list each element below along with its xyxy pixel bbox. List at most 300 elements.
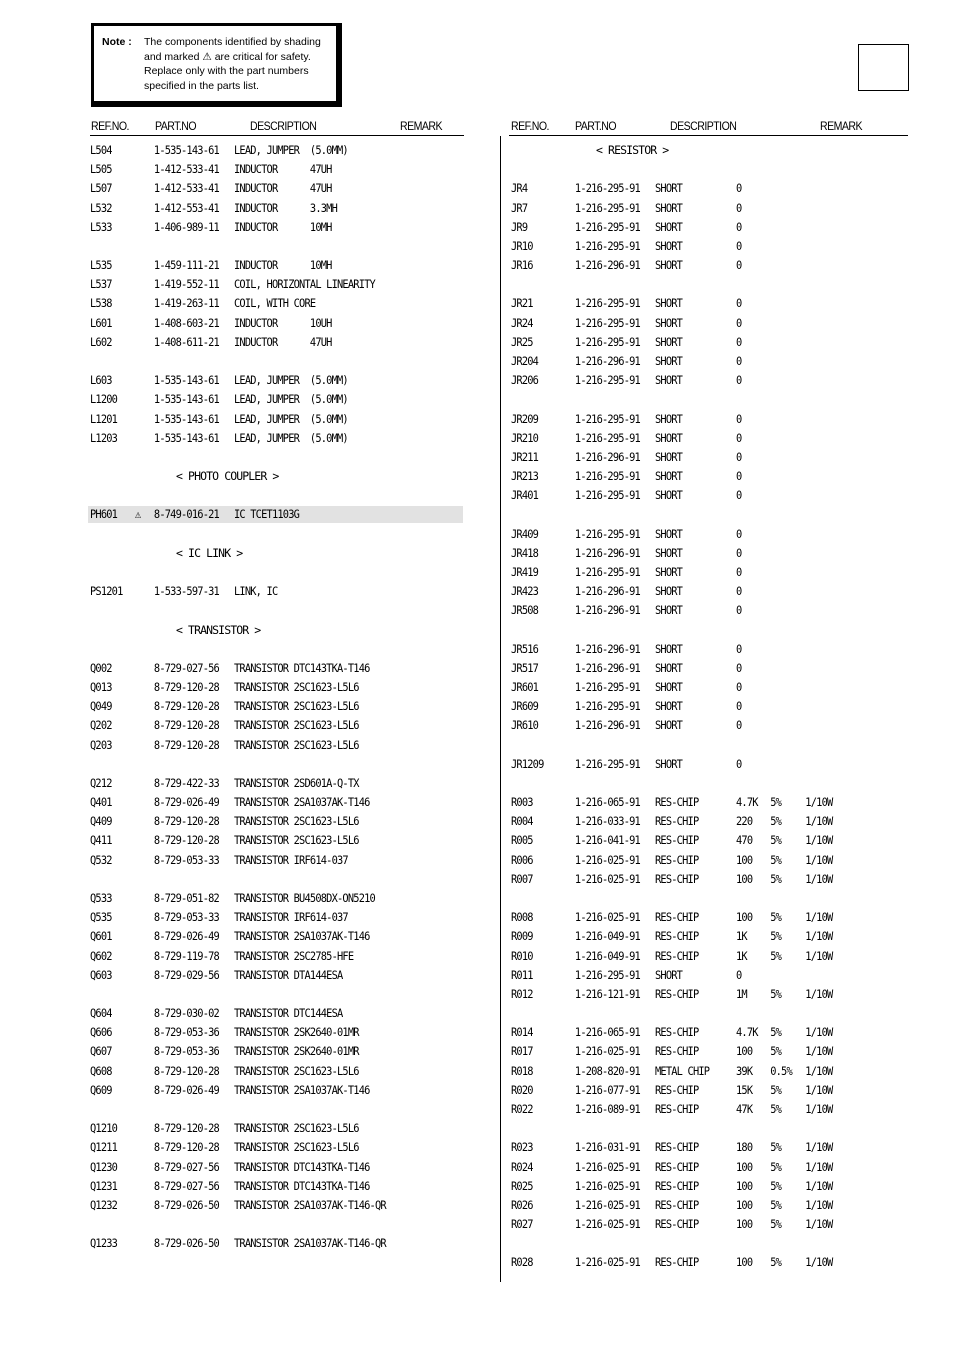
table-row xyxy=(511,1179,871,1197)
left-header-ref-no: REF.NO. xyxy=(91,119,129,133)
ref-no-cell: R008 xyxy=(511,910,533,925)
right-header-description: DESCRIPTION xyxy=(670,119,737,133)
table-row xyxy=(90,584,450,602)
table-row xyxy=(511,699,871,717)
table-row xyxy=(511,296,871,314)
ref-no-cell: L538 xyxy=(90,296,112,311)
table-row xyxy=(511,1140,871,1158)
description-cell: COIL, HORIZONTAL LINEARITY xyxy=(234,277,375,292)
ref-no-cell: R011 xyxy=(511,967,533,982)
ref-no-cell: R028 xyxy=(511,1255,533,1270)
part-no-cell: 1-216-089-91 xyxy=(574,1102,640,1116)
description-cell: SHORT xyxy=(655,699,683,714)
value-cell: 0 xyxy=(736,564,742,579)
description-cell: INDUCTOR 10UH xyxy=(234,315,332,330)
part-no-cell: 1-216-295-91 xyxy=(574,967,640,982)
description-cell: SHORT xyxy=(655,756,683,771)
right-header-rule xyxy=(509,135,908,136)
description-cell: TRANSISTOR BU4508DX-ON5210 xyxy=(234,891,375,906)
ref-no-cell: Q607 xyxy=(90,1044,112,1059)
table-row xyxy=(511,546,871,564)
ref-no-cell: JR10 xyxy=(511,238,533,253)
power-cell: 1/10W xyxy=(805,1197,833,1212)
power-cell: 1/10W xyxy=(805,1102,833,1116)
description-cell: TRANSISTOR 2SC1623-L5L6 xyxy=(234,718,359,733)
description-cell: SHORT xyxy=(655,469,683,484)
ref-no-cell: R027 xyxy=(511,1217,533,1232)
part-no-cell: 8-729-053-33 xyxy=(153,852,219,867)
table-row xyxy=(90,929,450,947)
description-cell: SHORT xyxy=(655,584,683,599)
tolerance-cell: 5% xyxy=(770,948,782,963)
part-no-cell: 1-216-025-91 xyxy=(574,910,640,925)
description-cell: TRANSISTOR 2SC1623-L5L6 xyxy=(234,680,359,695)
description-cell: TRANSISTOR 2SK2640-01MR xyxy=(234,1025,359,1040)
value-cell: 0 xyxy=(736,296,742,311)
part-no-cell: 8-729-026-49 xyxy=(153,1082,219,1097)
table-row xyxy=(90,201,450,219)
ref-no-cell: Q601 xyxy=(90,929,112,944)
power-cell: 1/10W xyxy=(805,986,833,1001)
tolerance-cell: 5% xyxy=(770,852,782,867)
table-row xyxy=(90,1140,450,1158)
description-cell: TRANSISTOR DTC143TKA-T146 xyxy=(234,1159,370,1174)
part-no-cell: 1-216-295-91 xyxy=(574,488,640,503)
part-no-cell: 1-216-296-91 xyxy=(574,353,640,368)
part-no-cell: 1-216-296-91 xyxy=(574,603,640,618)
description-cell: SHORT xyxy=(655,411,683,426)
ref-no-cell: L1201 xyxy=(90,411,118,426)
table-row xyxy=(90,373,450,391)
table-row xyxy=(511,929,871,947)
description-cell: METAL CHIP xyxy=(655,1063,710,1078)
description-cell: SHORT xyxy=(655,564,683,579)
description-cell: SHORT xyxy=(655,660,683,675)
description-cell: RES-CHIP xyxy=(655,1197,699,1212)
ref-no-cell: Q203 xyxy=(90,737,112,752)
ref-no-cell: Q1233 xyxy=(90,1236,118,1251)
tolerance-cell: 5% xyxy=(770,1044,782,1059)
description-cell: TRANSISTOR 2SC1623-L5L6 xyxy=(234,814,359,829)
ref-no-cell: JR25 xyxy=(511,334,533,349)
ref-no-cell: JR21 xyxy=(511,296,533,311)
table-row xyxy=(90,1006,450,1024)
value-cell: 0 xyxy=(736,258,742,273)
table-row xyxy=(90,431,450,449)
table-row xyxy=(90,335,450,353)
part-no-cell: 1-216-025-91 xyxy=(574,1044,640,1059)
table-row xyxy=(90,1044,450,1062)
ref-no-cell: L535 xyxy=(90,258,112,273)
table-row xyxy=(511,642,871,660)
part-no-cell: 1-408-611-21 xyxy=(153,334,219,349)
tolerance-cell: 5% xyxy=(770,1025,782,1040)
table-row xyxy=(511,450,871,468)
part-no-cell: 8-729-027-56 xyxy=(153,1159,219,1174)
value-cell: 100 xyxy=(736,1217,753,1232)
ref-no-cell: Q401 xyxy=(90,795,112,810)
table-row xyxy=(511,1025,871,1043)
ref-no-cell: JR204 xyxy=(511,353,539,368)
table-row xyxy=(511,220,871,238)
description-cell: TRANSISTOR 2SA1037AK-T146 xyxy=(234,929,370,944)
part-no-cell: 8-729-120-28 xyxy=(153,737,219,752)
description-cell: INDUCTOR 47UH xyxy=(234,181,332,196)
description-cell: SHORT xyxy=(655,526,683,541)
tolerance-cell: 5% xyxy=(770,1217,782,1232)
description-cell: LEAD, JUMPER (5.0MM) xyxy=(234,143,348,157)
safety-note-box xyxy=(91,23,342,107)
description-cell: SHORT xyxy=(655,373,683,388)
part-no-cell: 1-533-597-31 xyxy=(153,584,219,599)
part-no-cell: 1-216-295-91 xyxy=(574,430,640,445)
table-row xyxy=(511,949,871,967)
ref-no-cell: JR401 xyxy=(511,488,539,503)
part-no-cell: 8-729-027-56 xyxy=(153,1178,219,1193)
ref-no-cell: JR516 xyxy=(511,641,539,656)
right-header-part-no: PART.NO xyxy=(575,119,617,133)
value-cell: 0 xyxy=(736,353,742,368)
value-cell: 39K xyxy=(736,1063,753,1078)
part-no-cell: 8-729-026-49 xyxy=(153,929,219,944)
part-no-cell: 8-729-120-28 xyxy=(153,1063,219,1078)
description-cell: INDUCTOR 10MH xyxy=(234,219,332,234)
part-no-cell: 1-535-143-61 xyxy=(153,373,219,388)
part-no-cell: 1-216-031-91 xyxy=(574,1140,640,1155)
description-cell: INDUCTOR 3.3MH xyxy=(234,200,338,215)
section-heading: < RESISTOR > xyxy=(596,143,669,157)
part-no-cell: 1-216-296-91 xyxy=(574,584,640,599)
value-cell: 0 xyxy=(736,603,742,618)
ref-no-cell: L603 xyxy=(90,373,112,388)
description-cell: RES-CHIP xyxy=(655,1178,699,1193)
ref-no-cell: L1203 xyxy=(90,430,118,445)
ref-no-cell: PS1201 xyxy=(90,584,123,599)
table-row xyxy=(511,584,871,602)
table-row xyxy=(511,373,871,391)
ref-no-cell: R007 xyxy=(511,871,533,886)
ref-no-cell: R025 xyxy=(511,1178,533,1193)
description-cell: RES-CHIP xyxy=(655,795,699,810)
value-cell: 0 xyxy=(736,334,742,349)
description-cell: TRANSISTOR 2SC1623-L5L6 xyxy=(234,1140,359,1155)
part-no-cell: 1-216-295-91 xyxy=(574,564,640,579)
part-no-cell: 8-729-053-33 xyxy=(153,910,219,925)
value-cell: 0 xyxy=(736,584,742,599)
part-no-cell: 8-729-422-33 xyxy=(153,775,219,790)
table-row xyxy=(90,1236,450,1254)
value-cell: 0 xyxy=(736,718,742,733)
ref-no-cell: JR210 xyxy=(511,430,539,445)
value-cell: 100 xyxy=(736,1255,753,1270)
ref-no-cell: JR206 xyxy=(511,373,539,388)
table-row xyxy=(511,872,871,890)
description-cell: SHORT xyxy=(655,181,683,196)
value-cell: 100 xyxy=(736,852,753,867)
description-cell: TRANSISTOR 2SC1623-L5L6 xyxy=(234,737,359,752)
power-cell: 1/10W xyxy=(805,795,833,810)
power-cell: 1/10W xyxy=(805,1082,833,1097)
ref-no-cell: JR211 xyxy=(511,449,539,464)
table-row xyxy=(90,258,450,276)
part-no-cell: 1-535-143-61 xyxy=(153,143,219,157)
value-cell: 0 xyxy=(736,488,742,503)
value-cell: 100 xyxy=(736,1159,753,1174)
table-row xyxy=(511,335,871,353)
ref-no-cell: Q1231 xyxy=(90,1178,118,1193)
part-no-cell: 8-729-120-28 xyxy=(153,1121,219,1136)
part-no-cell: 1-535-143-61 xyxy=(153,430,219,445)
part-no-cell: 1-216-025-91 xyxy=(574,1255,640,1270)
table-row xyxy=(511,316,871,334)
power-cell: 1/10W xyxy=(805,1025,833,1040)
description-cell: RES-CHIP xyxy=(655,1217,699,1232)
description-cell: SHORT xyxy=(655,238,683,253)
ref-no-cell: L537 xyxy=(90,277,112,292)
part-no-cell: 1-216-025-91 xyxy=(574,1197,640,1212)
description-cell: RES-CHIP xyxy=(655,833,699,848)
ref-no-cell: JR1209 xyxy=(511,756,544,771)
part-no-cell: 8-729-120-28 xyxy=(153,718,219,733)
ref-no-cell: Q013 xyxy=(90,680,112,695)
part-no-cell: 1-216-296-91 xyxy=(574,545,640,560)
tolerance-cell: 5% xyxy=(770,1178,782,1193)
table-row xyxy=(511,431,871,449)
power-cell: 1/10W xyxy=(805,1063,833,1078)
description-cell: TRANSISTOR 2SA1037AK-T146-QR xyxy=(234,1197,386,1212)
table-row xyxy=(90,891,450,909)
part-no-cell: 8-729-030-02 xyxy=(153,1006,219,1021)
value-cell: 0 xyxy=(736,967,742,982)
tolerance-cell: 5% xyxy=(770,910,782,925)
part-no-cell: 1-216-295-91 xyxy=(574,699,640,714)
part-no-cell: 1-412-553-41 xyxy=(153,200,219,215)
description-cell: TRANSISTOR 2SA1037AK-T146 xyxy=(234,795,370,810)
table-row xyxy=(511,987,871,1005)
table-row xyxy=(511,469,871,487)
ref-no-cell: L507 xyxy=(90,181,112,196)
ref-no-cell: JR24 xyxy=(511,315,533,330)
description-cell: SHORT xyxy=(655,219,683,234)
description-cell: TRANSISTOR IRF614-037 xyxy=(234,852,348,867)
power-cell: 1/10W xyxy=(805,1159,833,1174)
part-no-cell: 8-729-026-50 xyxy=(153,1197,219,1212)
tolerance-cell: 5% xyxy=(770,1255,782,1270)
tolerance-cell: 5% xyxy=(770,1159,782,1174)
description-cell: TRANSISTOR DTC143TKA-T146 xyxy=(234,1178,370,1193)
ref-no-cell: R006 xyxy=(511,852,533,867)
column-divider xyxy=(500,136,501,1282)
table-row xyxy=(90,853,450,871)
description-cell: SHORT xyxy=(655,680,683,695)
part-no-cell: 1-216-025-91 xyxy=(574,1159,640,1174)
part-no-cell: 1-216-296-91 xyxy=(574,258,640,273)
table-row xyxy=(511,833,871,851)
part-no-cell: 1-419-263-11 xyxy=(153,296,219,311)
description-cell: RES-CHIP xyxy=(655,1044,699,1059)
ref-no-cell: Q602 xyxy=(90,948,112,963)
description-cell: LEAD, JUMPER (5.0MM) xyxy=(234,373,348,388)
value-cell: 100 xyxy=(736,1197,753,1212)
table-row xyxy=(90,910,450,928)
value-cell: 1K xyxy=(736,948,747,963)
ref-no-cell: JR610 xyxy=(511,718,539,733)
ref-no-cell: R014 xyxy=(511,1025,533,1040)
description-cell: TRANSISTOR 2SK2640-01MR xyxy=(234,1044,359,1059)
right-header-remark: REMARK xyxy=(820,119,863,133)
description-cell: TRANSISTOR IRF614-037 xyxy=(234,910,348,925)
value-cell: 0 xyxy=(736,200,742,215)
tolerance-cell: 5% xyxy=(770,1082,782,1097)
tolerance-cell: 5% xyxy=(770,1140,782,1155)
table-row xyxy=(511,1255,871,1273)
ref-no-cell: JR7 xyxy=(511,200,528,215)
value-cell: 0 xyxy=(736,660,742,675)
description-cell: SHORT xyxy=(655,641,683,656)
table-row xyxy=(511,258,871,276)
description-cell: RES-CHIP xyxy=(655,852,699,867)
part-no-cell: 1-216-295-91 xyxy=(574,219,640,234)
description-cell: TRANSISTOR 2SC1623-L5L6 xyxy=(234,833,359,848)
part-no-cell: 1-216-295-91 xyxy=(574,411,640,426)
power-cell: 1/10W xyxy=(805,1044,833,1059)
table-row xyxy=(511,680,871,698)
value-cell: 0 xyxy=(736,680,742,695)
description-cell: RES-CHIP xyxy=(655,1082,699,1097)
ref-no-cell: Q049 xyxy=(90,699,112,714)
table-row xyxy=(90,277,450,295)
table-row xyxy=(511,565,871,583)
ref-no-cell: R003 xyxy=(511,795,533,810)
ref-no-cell: JR4 xyxy=(511,181,528,196)
ref-no-cell: L601 xyxy=(90,315,112,330)
part-no-cell: 1-216-295-91 xyxy=(574,181,640,196)
table-row xyxy=(90,392,450,410)
ref-no-cell: Q608 xyxy=(90,1063,112,1078)
part-no-cell: 8-729-120-28 xyxy=(153,814,219,829)
part-no-cell: 1-216-295-91 xyxy=(574,756,640,771)
part-no-cell: 1-216-025-91 xyxy=(574,871,640,886)
power-cell: 1/10W xyxy=(805,814,833,829)
description-cell: RES-CHIP xyxy=(655,1140,699,1155)
part-no-cell: 1-406-989-11 xyxy=(153,219,219,234)
description-cell: SHORT xyxy=(655,603,683,618)
part-no-cell: 1-216-295-91 xyxy=(574,315,640,330)
part-no-cell: 1-216-295-91 xyxy=(574,680,640,695)
description-cell: LEAD, JUMPER (5.0MM) xyxy=(234,392,348,407)
ref-no-cell: Q604 xyxy=(90,1006,112,1021)
table-row xyxy=(90,220,450,238)
power-cell: 1/10W xyxy=(805,1140,833,1155)
tolerance-cell: 5% xyxy=(770,833,782,848)
value-cell: 15K xyxy=(736,1082,753,1097)
description-cell: SHORT xyxy=(655,353,683,368)
table-row xyxy=(90,833,450,851)
part-no-cell: 1-412-533-41 xyxy=(153,181,219,196)
description-cell: TRANSISTOR 2SC1623-L5L6 xyxy=(234,1121,359,1136)
right-header-ref-no: REF.NO. xyxy=(511,119,549,133)
table-row xyxy=(90,162,450,180)
description-cell: RES-CHIP xyxy=(655,1159,699,1174)
part-no-cell: 1-216-049-91 xyxy=(574,948,640,963)
part-no-cell: 1-216-295-91 xyxy=(574,469,640,484)
description-cell: TRANSISTOR DTA144ESA xyxy=(234,967,343,982)
ref-no-cell: R020 xyxy=(511,1082,533,1097)
description-cell: SHORT xyxy=(655,315,683,330)
description-cell: SHORT xyxy=(655,967,683,982)
ref-no-cell: Q202 xyxy=(90,718,112,733)
table-row xyxy=(90,795,450,813)
table-row xyxy=(90,680,450,698)
value-cell: 0 xyxy=(736,641,742,656)
ref-no-cell: JR9 xyxy=(511,219,528,234)
ref-no-cell: JR16 xyxy=(511,258,533,273)
description-cell: RES-CHIP xyxy=(655,929,699,944)
description-cell: SHORT xyxy=(655,449,683,464)
ref-no-cell: R010 xyxy=(511,948,533,963)
table-row xyxy=(511,1217,871,1235)
description-cell: LEAD, JUMPER (5.0MM) xyxy=(234,411,348,426)
ref-no-cell: R004 xyxy=(511,814,533,829)
power-cell: 1/10W xyxy=(805,833,833,848)
part-no-cell: 1-216-296-91 xyxy=(574,641,640,656)
table-row xyxy=(90,718,450,736)
tolerance-cell: 5% xyxy=(770,1197,782,1212)
tolerance-cell: 5% xyxy=(770,795,782,810)
table-row xyxy=(511,488,871,506)
power-cell: 1/10W xyxy=(805,929,833,944)
value-cell: 0 xyxy=(736,449,742,464)
table-row xyxy=(90,412,450,430)
value-cell: 0 xyxy=(736,411,742,426)
ref-no-cell: Q1210 xyxy=(90,1121,118,1136)
part-no-cell: 1-216-295-91 xyxy=(574,238,640,253)
part-no-cell: 8-729-027-56 xyxy=(153,660,219,675)
value-cell: 220 xyxy=(736,814,753,829)
value-cell: 1K xyxy=(736,929,747,944)
value-cell: 100 xyxy=(736,1044,753,1059)
description-cell: SHORT xyxy=(655,258,683,273)
table-row xyxy=(511,718,871,736)
table-row xyxy=(90,1064,450,1082)
description-cell: RES-CHIP xyxy=(655,910,699,925)
section-heading: < PHOTO COUPLER > xyxy=(176,469,279,484)
description-cell: SHORT xyxy=(655,488,683,503)
tolerance-cell: 5% xyxy=(770,871,782,886)
power-cell: 1/10W xyxy=(805,948,833,963)
table-row xyxy=(90,507,450,525)
table-row xyxy=(90,661,450,679)
ref-no-cell: Q409 xyxy=(90,814,112,829)
part-no-cell: 8-749-016-21 xyxy=(153,507,219,522)
part-no-cell: 8-729-120-28 xyxy=(153,680,219,695)
part-no-cell: 1-216-295-91 xyxy=(574,200,640,215)
table-row xyxy=(90,738,450,756)
description-cell: SHORT xyxy=(655,718,683,733)
tolerance-cell: 5% xyxy=(770,986,782,1001)
ref-no-cell: JR423 xyxy=(511,584,539,599)
power-cell: 1/10W xyxy=(805,1217,833,1232)
ref-no-cell: R018 xyxy=(511,1063,533,1078)
table-row xyxy=(511,1083,871,1101)
table-row xyxy=(90,316,450,334)
ref-no-cell: Q1232 xyxy=(90,1197,118,1212)
part-no-cell: 1-216-296-91 xyxy=(574,718,640,733)
ref-no-cell: JR209 xyxy=(511,411,539,426)
value-cell: 100 xyxy=(736,910,753,925)
description-cell: RES-CHIP xyxy=(655,986,699,1001)
value-cell: 0 xyxy=(736,699,742,714)
